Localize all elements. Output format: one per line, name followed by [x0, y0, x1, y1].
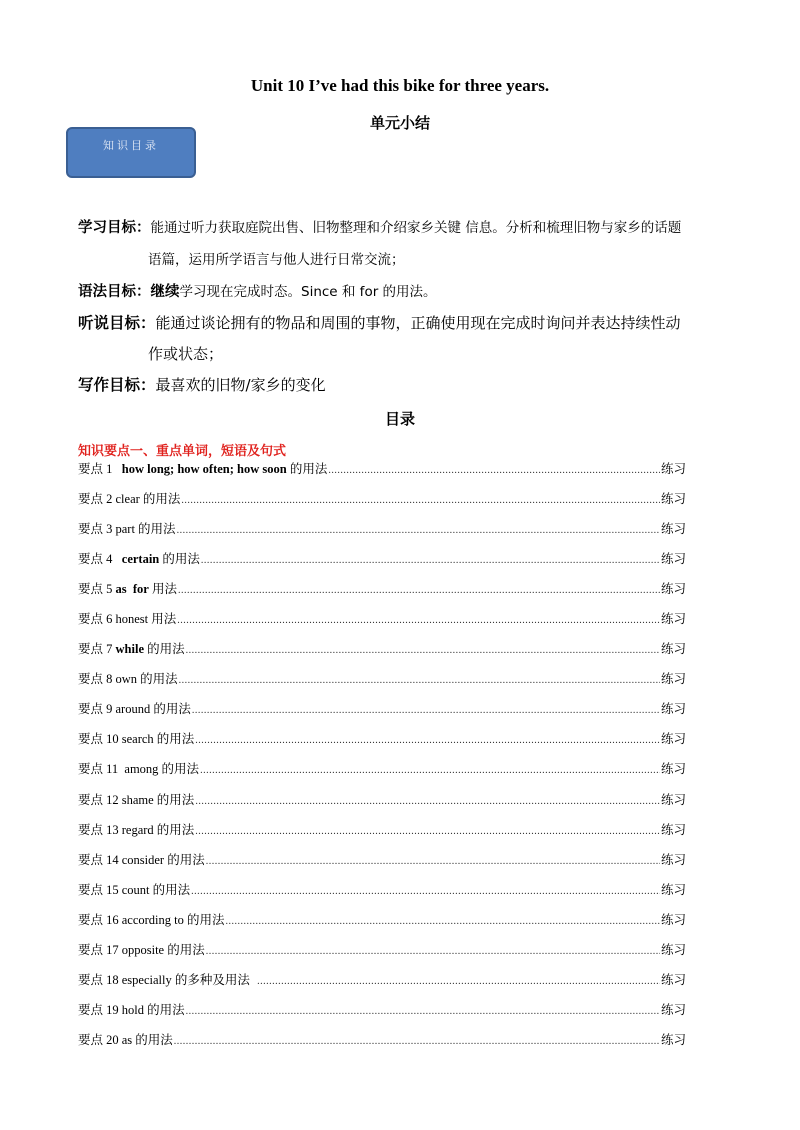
toc-leader-dots: [191, 881, 660, 903]
toc-item[interactable]: [78, 909, 686, 939]
toc-item-text: 要点 20 as 的用法: [78, 1032, 173, 1047]
toc-leader-dots: [192, 700, 660, 722]
toc-list: [78, 458, 686, 1059]
goal-label: 听说目标：: [78, 314, 156, 332]
toc-item-text: 要点 3 part 的用法: [78, 522, 176, 537]
toc-item[interactable]: [78, 638, 686, 668]
toc-item-page: 练习: [660, 971, 686, 987]
toc-item[interactable]: [78, 1029, 686, 1059]
toc-item-page: 练习: [660, 761, 686, 777]
toc-leader-dots: [206, 851, 660, 873]
toc-item-suffix: 的用法: [286, 462, 328, 476]
goal-text: 能通过谈论拥有的物品和周围的事物，正确使用现在完成时询问并表达持续性动: [155, 314, 681, 332]
toc-item-label: [78, 548, 200, 570]
toc-item[interactable]: [78, 969, 686, 999]
toc-item[interactable]: [78, 758, 686, 788]
toc-item-label: [78, 1029, 173, 1051]
toc-leader-dots: [174, 1031, 660, 1053]
toc-item-page: 练习: [660, 581, 686, 597]
toc-item[interactable]: [78, 548, 686, 578]
toc-item-label: [78, 819, 194, 841]
toc-item-text: 要点 11 among 的用法: [78, 762, 200, 777]
toc-leader-dots: [181, 490, 660, 512]
toc-title: 目录: [384, 410, 415, 428]
toc-item-text: 要点 9 around 的用法: [78, 702, 191, 717]
toc-item-label: [78, 758, 199, 780]
toc-item-text: 要点 4: [78, 552, 122, 567]
toc-item-page: 练习: [660, 911, 686, 927]
toc-item-label: [78, 698, 191, 720]
toc-item-page: 练习: [660, 611, 686, 627]
toc-leader-dots: [328, 460, 660, 482]
toc-item[interactable]: [78, 728, 686, 758]
toc-item-text: 要点 16 according to 的用法: [78, 912, 225, 927]
toc-item-label: [78, 879, 190, 901]
grammar-goal: [78, 282, 437, 302]
toc-item-page: 练习: [660, 731, 686, 747]
knowledge-catalog-label: 知识目录: [103, 139, 159, 152]
toc-item-keyword: as for: [115, 582, 149, 597]
toc-item-suffix: 的用法: [159, 552, 200, 567]
toc-item-page: 练习: [660, 461, 686, 476]
toc-item[interactable]: [78, 578, 686, 608]
toc-item-page: 练习: [660, 671, 686, 687]
toc-item-text: 要点 5: [78, 582, 116, 597]
toc-item-page: 练习: [660, 521, 686, 537]
toc-item[interactable]: [78, 698, 686, 728]
knowledge-catalog-button[interactable]: [66, 127, 196, 178]
toc-item[interactable]: [78, 488, 686, 518]
toc-item-label: [78, 668, 178, 690]
toc-item-label: [78, 608, 176, 630]
toc-item-text: 要点 18 especially 的多种及用法: [78, 972, 257, 987]
toc-item-label: [78, 578, 177, 600]
toc-item-label: [78, 638, 185, 660]
toc-item[interactable]: [78, 518, 686, 548]
toc-item[interactable]: [78, 608, 686, 638]
learning-goal: [78, 218, 681, 238]
toc-item-text: 要点 19 hold 的用法: [78, 1002, 185, 1017]
toc-item-text: 要点 6 honest 用法: [78, 612, 177, 627]
toc-item-page: 练习: [660, 491, 686, 507]
goal-text: 最喜欢的旧物/家乡的变化: [155, 376, 326, 394]
toc-item-label: [78, 728, 194, 750]
toc-item-page: 练习: [660, 641, 686, 657]
toc-leader-dots: [206, 941, 660, 963]
toc-item-text: 要点 15 count 的用法: [78, 882, 191, 897]
toc-item-label: [78, 458, 327, 480]
toc-item[interactable]: [78, 819, 686, 849]
toc-leader-dots: [200, 760, 660, 782]
toc-item-text: 要点 2 clear 的用法: [78, 492, 181, 507]
toc-item-suffix: 的用法: [144, 642, 185, 657]
goal-label: 学习目标：: [78, 220, 151, 236]
listening-speaking-goal: [78, 313, 681, 333]
toc-item[interactable]: [78, 458, 686, 488]
toc-leader-dots: [195, 821, 660, 843]
toc-item-text: 要点 17 opposite 的用法: [78, 942, 205, 957]
toc-item-page: 练习: [660, 551, 686, 567]
toc-leader-dots: [177, 520, 660, 542]
toc-leader-dots: [257, 971, 660, 993]
toc-leader-dots: [177, 610, 660, 632]
toc-item-page: 练习: [660, 701, 686, 717]
page-subtitle: 单元小结: [369, 114, 430, 132]
toc-item-page: 练习: [660, 881, 686, 897]
toc-item-page: 练习: [660, 941, 686, 957]
toc-item-label: [78, 999, 185, 1021]
toc-item[interactable]: [78, 849, 686, 879]
toc-leader-dots: [195, 730, 660, 752]
toc-leader-dots: [179, 670, 660, 692]
toc-item-label: [78, 909, 225, 931]
toc-leader-dots: [178, 580, 660, 602]
toc-item-text: 要点 13 regard 的用法: [78, 822, 195, 837]
toc-item-text: 要点 7: [78, 642, 116, 657]
toc-leader-dots: [186, 640, 660, 662]
toc-item[interactable]: [78, 789, 686, 819]
toc-item-label: [78, 518, 176, 540]
toc-item-text: 要点 8 own 的用法: [78, 672, 178, 687]
toc-item-text: 要点 14 consider 的用法: [78, 852, 205, 867]
listening-speaking-goal-continued: 作或状态；: [148, 345, 224, 363]
toc-leader-dots: [201, 550, 660, 572]
goal-bold-text: 继续: [150, 284, 180, 300]
goal-label: 语法目标：: [78, 284, 151, 300]
toc-item[interactable]: [78, 879, 686, 909]
toc-item-page: 练习: [660, 1001, 686, 1017]
page-title: Unit 10 I’ve had this bike for three years.: [250, 76, 550, 95]
toc-item-label: [78, 849, 205, 871]
toc-item[interactable]: [78, 999, 686, 1029]
goal-text: 能通过听力获取庭院出售、旧物整理和介绍家乡关键 信息。分析和梳理旧物与家乡的话题: [150, 220, 682, 236]
toc-item-keyword: certain: [121, 552, 160, 567]
toc-item[interactable]: [78, 668, 686, 698]
goal-text: 学习现在完成时态。Since 和 for 的用法。: [179, 284, 437, 300]
toc-item-label: [78, 969, 256, 991]
toc-item-text: 要点 10 search 的用法: [78, 732, 195, 747]
toc-leader-dots: [226, 911, 660, 933]
toc-leader-dots: [186, 1001, 660, 1023]
toc-leader-dots: [195, 791, 660, 813]
toc-item-page: 练习: [660, 851, 686, 867]
toc-item-label: [78, 488, 180, 510]
toc-item-suffix: 用法: [148, 582, 177, 597]
toc-section-heading: 知识要点一、重点单词，短语及句式: [78, 444, 287, 459]
toc-item-text: 要点 12 shame 的用法: [78, 792, 195, 807]
toc-item-keyword: while: [115, 642, 144, 657]
learning-goal-continued: 语篇，运用所学语言与他人进行日常交流；: [148, 252, 405, 268]
toc-item-page: 练习: [660, 1031, 686, 1047]
toc-item[interactable]: [78, 939, 686, 969]
toc-item-page: 练习: [660, 791, 686, 807]
toc-item-keyword: how long; how often; how soon: [121, 462, 287, 476]
toc-item-label: [78, 939, 205, 961]
toc-item-text: 要点 1: [78, 462, 122, 476]
goal-label: 写作目标：: [78, 376, 156, 394]
toc-item-page: 练习: [660, 821, 686, 837]
toc-item-label: [78, 789, 194, 811]
writing-goal: [78, 375, 326, 395]
